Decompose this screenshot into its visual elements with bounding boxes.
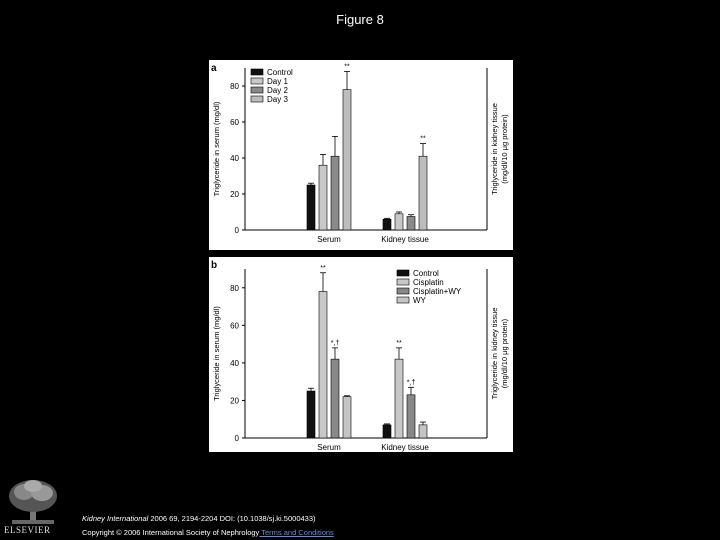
- significance-mark: *,†: [330, 339, 340, 347]
- legend-label: Day 2: [267, 86, 288, 95]
- chart-panel-b: [209, 257, 513, 452]
- legend-swatch: [397, 297, 409, 303]
- bar: [407, 217, 415, 231]
- bar: [383, 219, 391, 230]
- legend-label: Control: [267, 68, 293, 77]
- legend-label: Day 3: [267, 95, 288, 104]
- y-tick-label: 40: [230, 154, 239, 163]
- y-tick-label: 20: [230, 396, 239, 406]
- bar: [419, 156, 427, 230]
- legend-swatch: [397, 270, 409, 276]
- citation-text: 2006 69, 2194-2204 DOI: (10.1038/sj.ki.5000433): [148, 514, 316, 523]
- legend-swatch: [251, 87, 263, 93]
- citation-line: [82, 514, 316, 523]
- bar: [395, 359, 403, 438]
- y-tick-label: 40: [230, 358, 239, 368]
- y-tick-label: 60: [230, 321, 239, 331]
- significance-mark: *,†: [406, 379, 416, 387]
- chart-b-svg: [209, 257, 513, 452]
- copyright-line: [82, 528, 334, 537]
- y-axis-label: Triglyceride in serum (mg/dl): [212, 101, 221, 197]
- legend-label: Day 1: [267, 77, 288, 86]
- figure-title: Figure 8: [336, 12, 384, 27]
- legend-swatch: [397, 279, 409, 285]
- significance-mark: **: [420, 135, 426, 143]
- bar: [307, 391, 315, 438]
- y-tick-label: 20: [230, 190, 239, 199]
- elsevier-logo-text: ELSEVIER: [4, 525, 51, 535]
- x-tick-label: Kidney tissue: [381, 443, 429, 452]
- y-axis-label: Triglyceride in serum (mg/dl): [212, 306, 221, 401]
- x-tick-label: Kidney tissue: [381, 235, 429, 244]
- legend-swatch: [251, 78, 263, 84]
- bar: [343, 90, 351, 230]
- y-tick-label: 0: [234, 226, 239, 235]
- bar: [419, 425, 427, 438]
- legend-label: WY: [413, 296, 426, 305]
- bar: [383, 425, 391, 438]
- chart-a-svg: [209, 60, 513, 250]
- bar: [331, 156, 339, 230]
- bar: [407, 395, 415, 438]
- y-tick-label: 0: [234, 434, 239, 443]
- legend-swatch: [251, 96, 263, 102]
- significance-mark: **: [320, 264, 326, 272]
- chart-panel-a: [209, 60, 513, 250]
- x-tick-label: Serum: [317, 235, 341, 244]
- terms-link[interactable]: Terms and Conditions: [259, 528, 334, 537]
- bar: [395, 214, 403, 230]
- bar: [307, 185, 315, 230]
- y-tick-label: 80: [230, 82, 239, 91]
- panel-letter: a: [211, 63, 217, 74]
- y-tick-label: 60: [230, 118, 239, 127]
- panel-letter: b: [211, 260, 218, 271]
- journal-name: Kidney International: [82, 514, 149, 523]
- bar: [343, 397, 351, 438]
- bar: [319, 292, 327, 438]
- legend-swatch: [251, 69, 263, 75]
- y-axis-right-label-unit: (mg/dl/10 μg protein): [500, 114, 509, 184]
- legend-swatch: [397, 288, 409, 294]
- y-axis-right-label: Triglyceride in kidney tissue: [490, 307, 499, 400]
- copyright-text: Copyright © 2006 International Society of Nephrology: [82, 528, 260, 537]
- y-axis-right-label-unit: (mg/dl/10 μg protein): [500, 318, 509, 389]
- legend-label: Control: [413, 269, 439, 278]
- legend-label: Cisplatin+WY: [413, 287, 462, 296]
- significance-mark: **: [396, 339, 402, 347]
- significance-mark: **: [344, 63, 350, 71]
- y-axis-right-label: Triglyceride in kidney tissue: [490, 103, 499, 195]
- legend-label: Cisplatin: [413, 278, 444, 287]
- y-tick-label: 80: [230, 283, 239, 293]
- bar: [319, 165, 327, 230]
- bar: [331, 359, 339, 438]
- x-tick-label: Serum: [317, 443, 341, 452]
